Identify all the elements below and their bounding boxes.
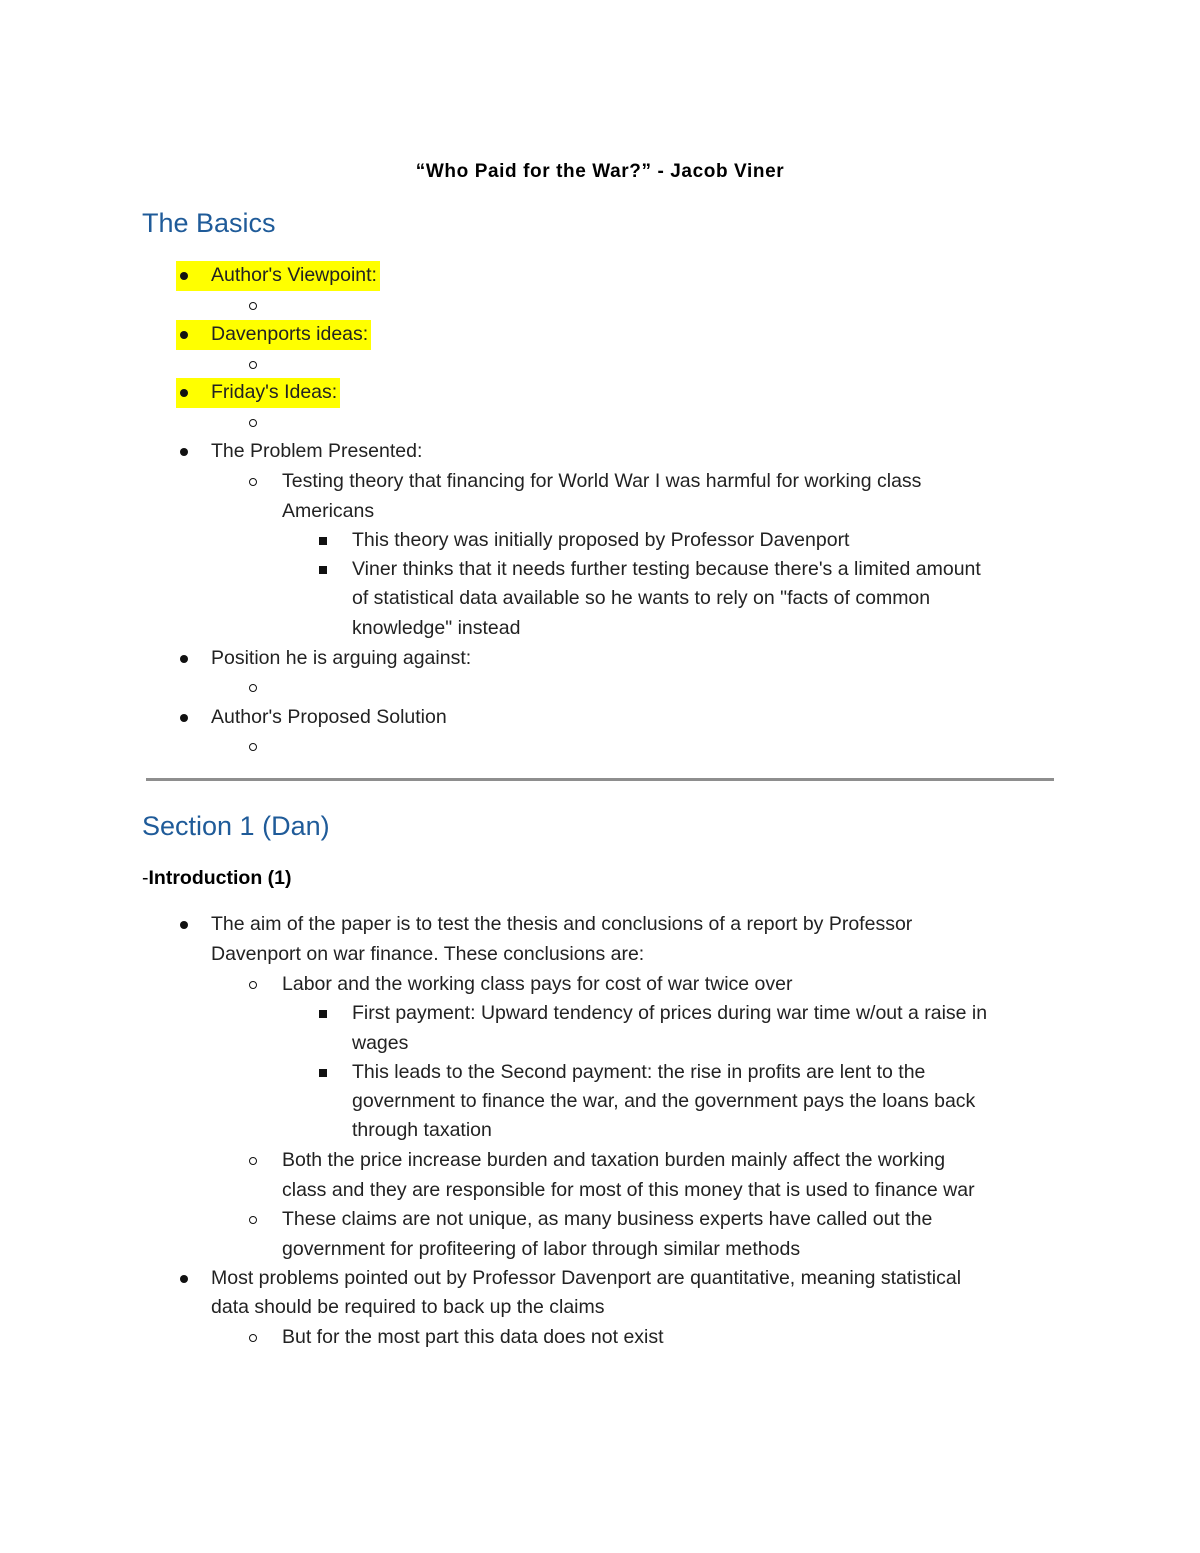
list-item-text: This leads to the Second payment: the rise in profits are lent to the <box>352 1061 926 1083</box>
bullet-circle-icon <box>249 1334 257 1342</box>
list-item <box>247 467 921 497</box>
list-item-text: Position he is arguing against: <box>211 647 472 669</box>
list-item-text: Viner thinks that it needs further testing because there's a limited amount <box>352 558 981 580</box>
list-item-continuation <box>211 1293 605 1323</box>
bullet-square-icon <box>319 537 327 545</box>
list-item-continuation <box>211 940 644 970</box>
list-item <box>176 437 422 467</box>
list-item-text: Both the price increase burden and taxation burden mainly affect the working <box>282 1149 946 1171</box>
list-item-text: government to finance the war, and the government pays the loans back <box>352 1090 976 1112</box>
bullet-disc-icon <box>180 714 188 722</box>
list-item-text: But for the most part this data does not exist <box>282 1326 664 1348</box>
list-item-empty <box>247 673 267 702</box>
list-item-text: Labor and the working class pays for cost of war twice over <box>282 973 793 995</box>
list-item <box>176 378 340 408</box>
bullet-circle-icon <box>249 1216 257 1224</box>
bullet-disc-icon <box>180 272 188 280</box>
list-item <box>317 999 987 1029</box>
bullet-circle-icon <box>249 981 257 989</box>
list-item <box>317 526 849 556</box>
bullet-square-icon <box>319 1010 327 1018</box>
intro-label: Introduction (1) <box>148 867 292 889</box>
bullet-circle-icon <box>249 302 257 310</box>
list-item <box>176 910 912 940</box>
bullet-circle-icon <box>249 478 257 486</box>
list-item <box>317 1058 925 1088</box>
list-item-text: The Problem Presented: <box>211 440 423 462</box>
list-item-empty <box>247 350 267 379</box>
list-item-empty <box>247 732 267 761</box>
heading-section-1: Section 1 (Dan) <box>142 811 330 841</box>
list-item-text: This theory was initially proposed by Professor Davenport <box>352 529 850 551</box>
bullet-square-icon <box>319 1069 327 1077</box>
list-item-continuation <box>352 584 930 614</box>
list-item-text: First payment: Upward tendency of prices during war time w/out a raise in <box>352 1002 988 1024</box>
list-item-text: data should be required to back up the claims <box>211 1296 605 1318</box>
bullet-circle-icon <box>249 1157 257 1165</box>
list-item-text: wages <box>352 1032 409 1054</box>
bullet-square-icon <box>319 566 327 574</box>
list-item <box>247 1323 664 1353</box>
list-item <box>176 644 471 674</box>
list-item-text: Davenports ideas: <box>211 323 369 345</box>
list-item-continuation <box>282 1235 800 1265</box>
list-item <box>247 970 793 1000</box>
bullet-circle-icon <box>249 684 257 692</box>
list-item-continuation <box>352 614 520 644</box>
list-item <box>176 320 371 350</box>
list-item <box>176 703 447 733</box>
list-item-text: of statistical data available so he wants to rely on "facts of common <box>352 587 931 609</box>
list-item-continuation <box>352 1116 492 1146</box>
bullet-disc-icon <box>180 448 188 456</box>
list-item-text: Friday's Ideas: <box>211 381 338 403</box>
list-item-text: These claims are not unique, as many business experts have called out the <box>282 1208 933 1230</box>
list-item-text: Americans <box>282 500 375 522</box>
list-item-text: knowledge" instead <box>352 617 521 639</box>
list-item-text: Author's Viewpoint: <box>211 264 377 286</box>
horizontal-divider <box>146 778 1054 781</box>
intro-prefix: - <box>142 867 149 889</box>
list-item <box>317 555 981 585</box>
list-item <box>247 1205 932 1235</box>
list-item-continuation <box>352 1029 408 1059</box>
list-item-text: Davenport on war finance. These conclusions are: <box>211 943 645 965</box>
bullet-circle-icon <box>249 361 257 369</box>
list-item-text: through taxation <box>352 1119 492 1141</box>
list-item-empty <box>247 408 267 437</box>
bullet-circle-icon <box>249 419 257 427</box>
list-item-text: Most problems pointed out by Professor Davenport are quantitative, meaning statistical <box>211 1267 962 1289</box>
list-item-continuation <box>282 1176 975 1206</box>
list-item-text: Author's Proposed Solution <box>211 706 447 728</box>
bullet-disc-icon <box>180 389 188 397</box>
list-item-text: The aim of the paper is to test the thesis and conclusions of a report by Professor <box>211 913 913 935</box>
bullet-disc-icon <box>180 1275 188 1283</box>
bullet-circle-icon <box>249 743 257 751</box>
list-item-continuation <box>352 1087 975 1117</box>
list-item <box>176 1264 961 1294</box>
heading-the-basics: The Basics <box>142 208 276 238</box>
list-item-text: Testing theory that financing for World War I was harmful for working class <box>282 470 922 492</box>
subheading-introduction <box>142 864 291 892</box>
list-item <box>176 261 380 291</box>
bullet-disc-icon <box>180 655 188 663</box>
bullet-disc-icon <box>180 331 188 339</box>
bullet-disc-icon <box>180 921 188 929</box>
list-item-continuation <box>282 497 374 527</box>
list-item-empty <box>247 291 267 320</box>
list-item-text: government for profiteering of labor through similar methods <box>282 1238 801 1260</box>
list-item <box>247 1146 945 1176</box>
document-title: “Who Paid for the War?” - Jacob Viner <box>415 161 785 182</box>
list-item-text: class and they are responsible for most of this money that is used to finance war <box>282 1179 975 1201</box>
